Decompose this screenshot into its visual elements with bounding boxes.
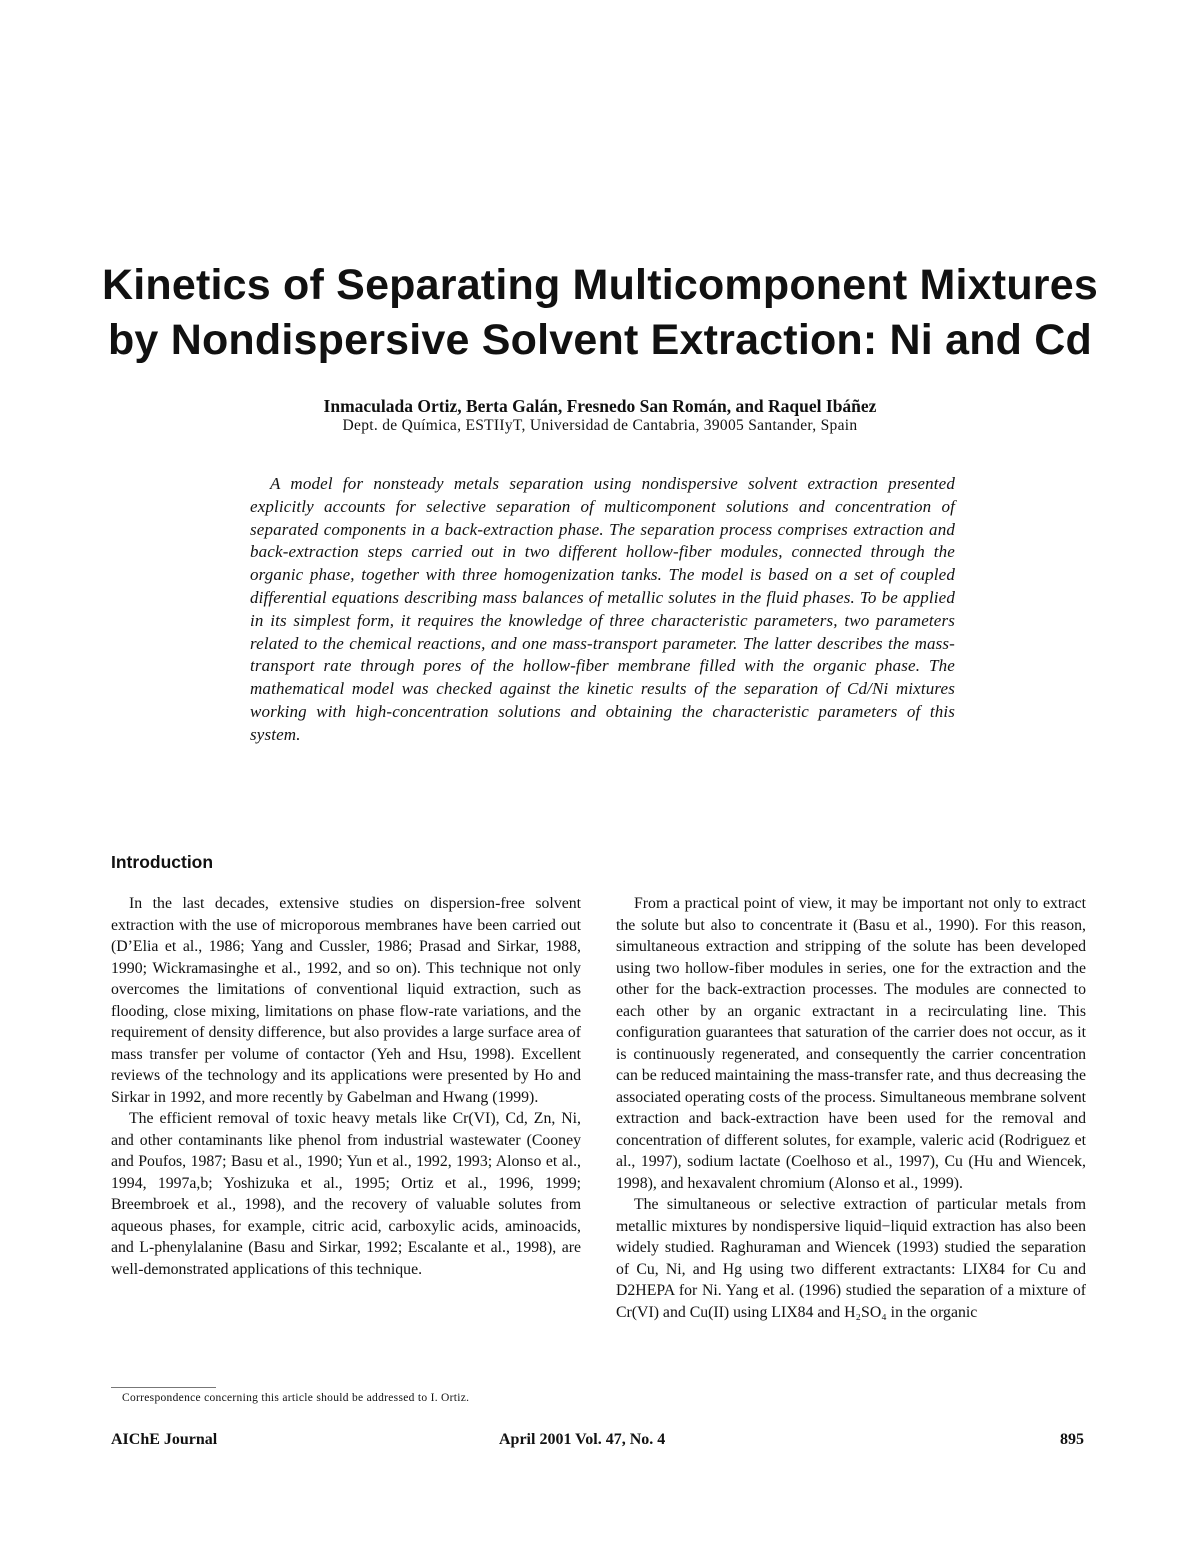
left-column xyxy=(111,893,581,1280)
paper-title xyxy=(60,258,1140,368)
section-heading-introduction: Introduction xyxy=(111,852,214,872)
paragraph: In the last decades, extensive studies on dispersion-free solvent extraction with the use of microporous membranes have been carried out (D’Elia et al., 1986; Yang and Cussler, 1986; Prasad and Sirkar, 1988, 1990; Wickramasinghe et al., 1992, and so on). This technique not only overcomes the limitations of conventional liquid extraction, such as flooding, close mixing, limitations on phase flow-rate variations, and the requirement of density difference, but also provides a large surface area of mass transfer per volume of contactor (Yeh and Hsu, 1998). Excellent reviews of the technology and its applications were presented by Ho and Sirkar in 1992, and more recently by Gabelman and Hwang (1999). xyxy=(111,895,581,1106)
title-line-1: Kinetics of Separating Multicomponent Mixtures xyxy=(102,261,1098,309)
title-line-2: by Nondispersive Solvent Extraction: Ni and Cd xyxy=(107,316,1093,364)
footer-issue: April 2001 Vol. 47, No. 4 xyxy=(499,1431,666,1448)
footer-journal: AIChE Journal xyxy=(111,1431,218,1448)
paragraph: The efficient removal of toxic heavy metals like Cr(VI), Cd, Zn, Ni, and other contaminants like phenol from industrial wastewater (Cooney and Poufos, 1987; Basu et al., 1990; Yun et al., 1992, 1993; Alonso et al., 1994, 1997a,b; Yoshizuka et al., 1995; Ortiz et al., 1996, 1999; Breembroek et al., 1998), and the recovery of valuable solutes from aqueous phases, for example, citric acid, carboxylic acids, aminoacids, and L-phenylalanine (Basu and Sirkar, 1992; Escalante et al., 1998), are well-demonstrated applications of this technique. xyxy=(111,1110,581,1278)
affiliation: Dept. de Química, ESTIIyT, Universidad de Cantabria, 39005 Santander, Spain xyxy=(342,417,858,434)
footnote: Correspondence concerning this article should be addressed to I. Ortiz. xyxy=(122,1392,470,1404)
paragraph: The simultaneous or selective extraction of particular metals from metallic mixtures by nondispersive liquid−liquid extraction has also been widely studied. Raghuraman and Wiencek (1993) studied the separation of Cu, Ni, and Hg using two different extractants: LIX84 for Cu and D2HEPA for Ni. Yang et al. (1996) studied the separation of a mixture of Cr(VI) and Cu(II) using LIX84 and H₂SO₄ in the organic xyxy=(616,1196,1086,1321)
abstract: A model for nonsteady metals separation using nondispersive solvent extraction presented explicitly accounts for selective separation of multicomponent solutions and concentration of separated components in a back-extraction phase. The separation process comprises extraction and back-extraction steps carried out in two different hollow-fiber modules, connected through the organic phase, together with three homogenization tanks. The model is based on a set of coupled differential equations describing mass balances of metallic solutes in the fluid phases. To be applied in its simplest form, it requires the knowledge of three characteristic parameters, two parameters related to the chemical reactions, and one mass-transport parameter. The latter describes the mass-transport rate through pores of the hollow-fiber membrane filled with the organic phase. The mathematical model was checked against the kinetic results of the separation of Cd/Ni mixtures working with high-concentration solutions and obtaining the characteristic parameters of this system. xyxy=(250,474,955,744)
paragraph: From a practical point of view, it may be important not only to extract the solute but also to concentrate it (Basu et al., 1990). For this reason, simultaneous extraction and stripping of the solute has been developed using two hollow-fiber modules in series, one for the extraction and the other for the back-extraction processes. The modules are connected to each other by an organic extractant in a recirculating line. This configuration guarantees that saturation of the carrier does not occur, as it is continuously regenerated, and consequently the carrier concentration can be reduced maintaining the mass-transfer rate, and thus decreasing the associated operating costs of the process. Simultaneous membrane solvent extraction and back-extraction have been used for the removal and concentration of different solutes, for example, valeric acid (Rodriguez et al., 1997), sodium lactate (Coelhoso et al., 1997), Cu (Hu and Wiencek, 1998), and hexavalent chromium (Alonso et al., 1999). xyxy=(616,895,1086,1192)
footnote-rule xyxy=(111,1387,216,1388)
footer-page-number: 895 xyxy=(1060,1431,1084,1448)
author-list: Inmaculada Ortiz, Berta Galán, Fresnedo San Román, and Raquel Ibáñez xyxy=(323,396,877,416)
right-column xyxy=(616,893,1086,1323)
